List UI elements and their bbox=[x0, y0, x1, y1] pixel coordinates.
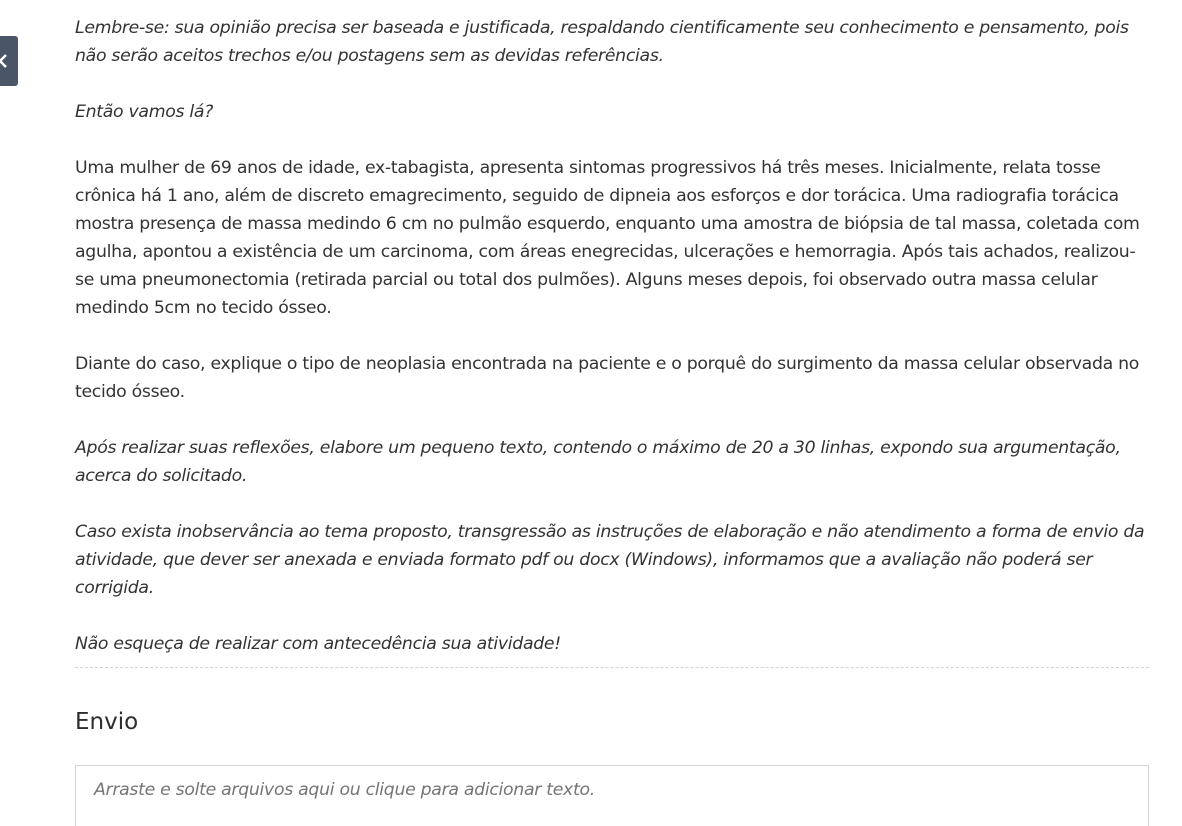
sidebar-toggle-button[interactable] bbox=[0, 36, 18, 86]
chevron-left-icon bbox=[0, 54, 8, 68]
warning-text: Caso exista inobservância ao tema proposto, transgressão as instruções de elaboração e não atendimento a forma de envio da atividade, que dever ser anexada e enviada formato pdf ou docx (Windows), informamos que a avaliação não poderá ser corrigida. bbox=[75, 522, 1145, 598]
case-description-text: Uma mulher de 69 anos de idade, ex-tabagista, apresenta sintomas progressivos há três meses. Inicialmente, relata tosse crônica há 1 ano, além de discreto emagrecimento, seguido de dipneia aos esforços e dor torácica. Uma radiografia torácica mostra presença de massa medindo 6 cm no pulmão esquerdo, enquanto uma amostra de biópsia de tal massa, coletada com agulha, apontou a existência de um carcinoma, com áreas enegrecidas, ulcerações e hemorragia. Após tais achados, realizou-se uma pneumonectomia (retirada parcial ou total dos pulmões). Alguns meses depois, foi observado outra massa celular medindo 5cm no tecido ósseo. bbox=[75, 158, 1140, 318]
lets-go-text: Então vamos lá? bbox=[75, 102, 214, 122]
submission-title: Envio bbox=[75, 709, 139, 735]
question-text: Diante do caso, explique o tipo de neoplasia encontrada na paciente e o porquê do surgimento da massa celular observada no tecido ósseo. bbox=[75, 354, 1140, 402]
closing-text: Não esqueça de realizar com antecedência sua atividade! bbox=[75, 634, 561, 654]
submission-dropzone[interactable] bbox=[75, 765, 1149, 826]
dropzone-placeholder: Arraste e solte arquivos aqui ou clique para adicionar texto. bbox=[94, 780, 595, 800]
activity-description bbox=[75, 14, 1149, 686]
section-divider bbox=[75, 667, 1149, 668]
instruction-text: Após realizar suas reflexões, elabore um pequeno texto, contendo o máximo de 20 a 30 linhas, expondo sua argumentação, acerca do solicitado. bbox=[75, 438, 1121, 486]
reminder-text: Lembre-se: sua opinião precisa ser baseada e justificada, respaldando cientificamente seu conhecimento e pensamento, pois não serão aceitos trechos e/ou postagens sem as devidas referências. bbox=[75, 18, 1129, 66]
